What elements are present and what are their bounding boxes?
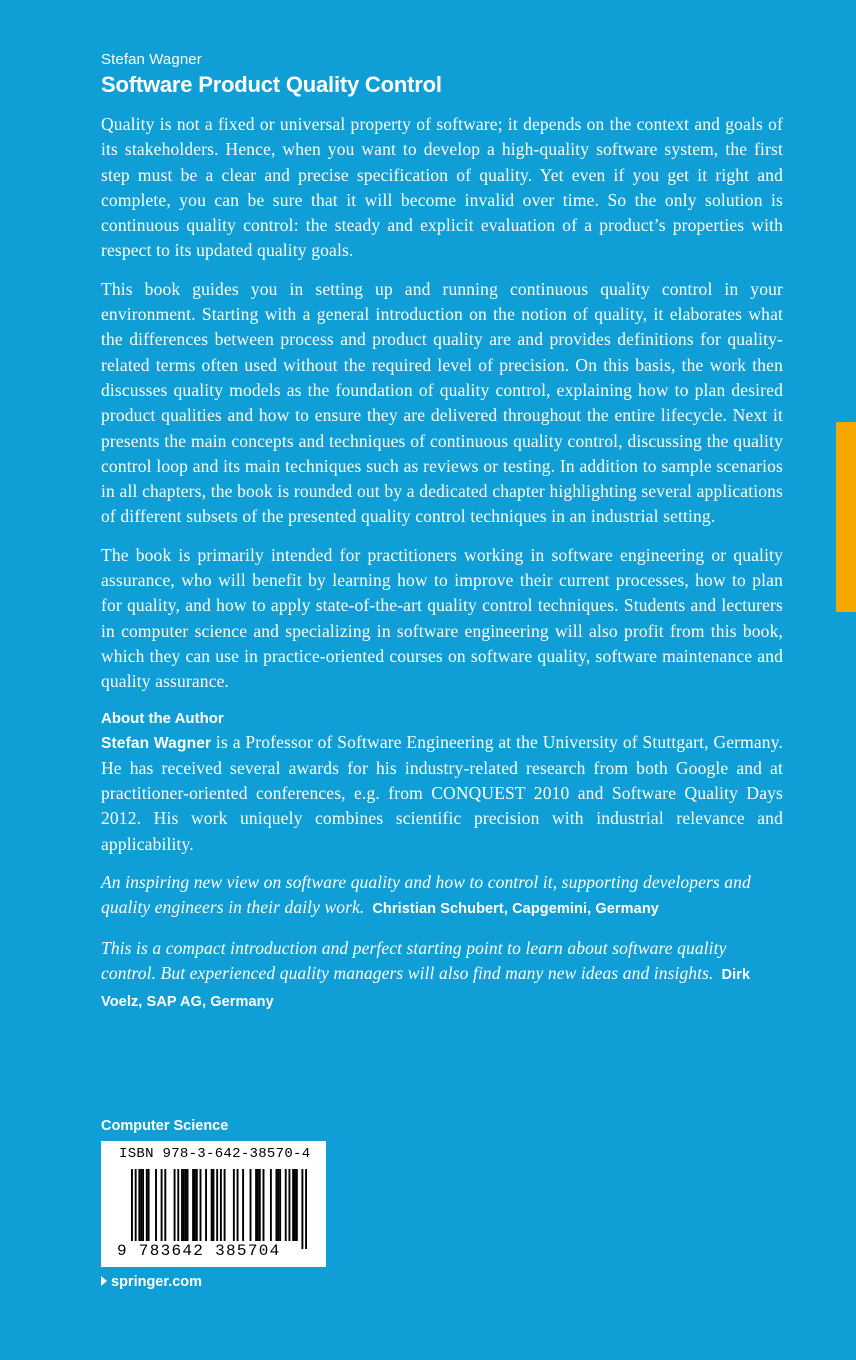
barcode-bar: [181, 1169, 183, 1241]
description-paragraph-2: This book guides you in setting up and running continuous quality control in your environment. Starting with a general introduction on the notion of quality, it elaborates what the differences between process and product quality are and provides definitions for quality-related terms often used without the required level of precision. On this basis, the work then discusses quality models as the foundation of quality control, explaining how to plan desired product qualities and how to ensure they are delivered throughout the entire lifecycle. Next it presents the main concepts and techniques of continuous quality control, discussing the quality control loop and its main techniques such as reviews or testing. In addition to sample scenarios in all chapters, the book is rounded out by a dedicated chapter highlighting several applications of different subsets of the presented quality control techniques in an industrial setting.: [101, 278, 783, 527]
barcode-bar: [135, 1169, 137, 1249]
barcode-bar: [177, 1169, 179, 1241]
barcode-bar: [250, 1169, 252, 1241]
barcode-bar: [200, 1169, 202, 1241]
barcode-bar: [183, 1169, 185, 1241]
about-author-text: [101, 730, 783, 857]
barcode-bar: [263, 1169, 265, 1241]
barcode-bar: [279, 1169, 281, 1241]
review-quote-source: Christian Schubert, Capgemini, Germany: [372, 901, 659, 918]
barcode-digits: 9 783642 385704: [117, 1242, 281, 1260]
barcode-bar: [224, 1169, 226, 1241]
description-paragraph-3: The book is primarily intended for practitioners working in software engineering or quality assurance, who will benefit by learning how to improve their current processes, how to plan for quality, and how to apply state-of-the-art quality control techniques. Students and lecturers in computer science and specializing in software engineering will also profit from this book, which they can use in practice-oriented courses on software quality, software maintenance and quality assurance.: [101, 544, 783, 692]
barcode-bar: [194, 1169, 196, 1241]
about-author-name: Stefan Wagner: [101, 734, 212, 752]
barcode-bar: [192, 1169, 194, 1241]
barcode-bar: [187, 1169, 189, 1241]
book-title: Software Product Quality Control: [101, 72, 442, 97]
barcode-bar: [185, 1169, 187, 1241]
about-author-bio: is a Professor of Software Engineering at the University of Stuttgart, Germany. He has received several awards for his industry-related research from both Google and at practitioner-oriented conferences, e.g. from CONQUEST 2010 and Software Quality Days 2012. His work uniquely combines scientific precision with industrial relevance and applicability.: [101, 731, 784, 854]
barcode-bar: [205, 1169, 207, 1241]
barcode-bar: [220, 1169, 222, 1249]
barcode-bar: [257, 1169, 259, 1241]
publisher-website-label: springer.com: [111, 1274, 203, 1290]
review-quote-text: An inspiring new view on software quality and how to control it, supporting developers and quality engineers in their daily work.: [101, 872, 751, 918]
barcode-bar: [259, 1169, 261, 1241]
author-name: Stefan Wagner: [101, 51, 202, 68]
barcode-bar: [301, 1169, 303, 1249]
barcode-bar: [294, 1169, 296, 1241]
barcode-bar: [131, 1169, 133, 1249]
spine-accent-bar: [836, 422, 856, 612]
barcode-bar: [148, 1169, 150, 1241]
barcode-bar: [270, 1169, 272, 1241]
barcode-bar: [305, 1169, 307, 1249]
review-quote-1: [101, 870, 783, 923]
barcode-bar: [213, 1169, 215, 1241]
barcode-bar: [142, 1169, 144, 1241]
barcode-bar: [237, 1169, 239, 1241]
barcode-bar: [276, 1169, 278, 1241]
barcode-bars: [131, 1169, 307, 1249]
review-quote-2: [101, 936, 783, 1016]
barcode-bar: [233, 1169, 235, 1241]
back-cover-content: [101, 50, 783, 1029]
barcode-bar: [164, 1169, 166, 1241]
isbn-label: ISBN 978-3-642-38570-4: [119, 1146, 311, 1162]
description-paragraph-1: Quality is not a fixed or universal property of software; it depends on the context and goals of its stakeholders. Hence, when you want to develop a high-quality software system, the first step must be a clear and precise specification of quality. Yet even if you get it right and complete, you can be sure that it will become invalid over time. So the only solution is continuous quality control: the steady and explicit evaluation of a product’s properties with respect to its updated quality goals.: [101, 114, 783, 261]
subject-category: Computer Science: [101, 1118, 229, 1134]
isbn-barcode: [101, 1141, 326, 1267]
barcode-bar: [211, 1169, 213, 1241]
barcode-bar: [292, 1169, 294, 1241]
barcode-bar: [296, 1169, 298, 1241]
barcode-bar: [140, 1169, 142, 1241]
barcode-bar: [277, 1169, 279, 1241]
barcode-bar: [242, 1169, 244, 1241]
barcode-bar: [285, 1169, 287, 1241]
barcode-bar: [155, 1169, 157, 1241]
about-author-heading: About the Author: [101, 709, 224, 727]
review-quote-source: Dirk Voelz, SAP AG, Germany: [101, 966, 751, 1011]
barcode-bar: [196, 1169, 198, 1241]
review-quote-text: This is a compact introduction and perfect starting point to learn about software quality control. But experienced quality managers will also find many new ideas and insights.: [101, 937, 727, 983]
publisher-website[interactable]: [101, 1271, 202, 1293]
barcode-bar: [288, 1169, 290, 1241]
arrow-right-icon: [101, 1276, 107, 1286]
barcode-bar: [255, 1169, 257, 1241]
barcode-bar: [216, 1169, 218, 1249]
barcode-bar: [161, 1169, 163, 1241]
barcode-bar: [174, 1169, 176, 1241]
barcode-bar: [138, 1169, 140, 1241]
barcode-bar: [146, 1169, 148, 1241]
